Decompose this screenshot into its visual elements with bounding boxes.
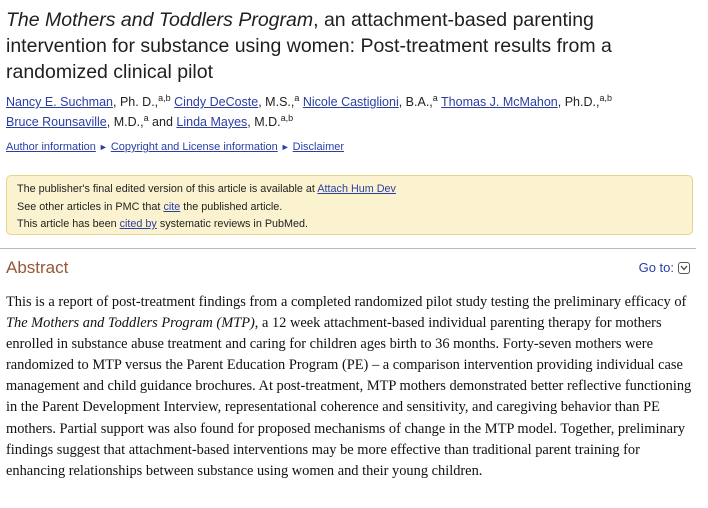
notice-line — [17, 181, 682, 199]
notice-text: systematic reviews in PubMed. — [156, 218, 309, 230]
author-suffix: , M.S., — [258, 95, 295, 109]
author-link[interactable]: Linda Mayes — [176, 115, 248, 129]
author-suffix: , Ph.D., — [557, 95, 600, 109]
author-link[interactable]: Nancy E. Suchman — [6, 95, 113, 109]
notice-line — [17, 199, 682, 217]
notice-text: The publisher's final edited version of this article is available at — [17, 183, 318, 195]
journal-link[interactable]: Attach Hum Dev — [317, 183, 396, 195]
article-title-italic: The Mothers and Toddlers Program — [6, 9, 314, 31]
author-affiliation: a — [294, 92, 300, 103]
abstract-heading: Abstract — [6, 258, 69, 277]
triangle-right-icon: ► — [280, 142, 290, 152]
goto-menu[interactable] — [639, 260, 690, 275]
author-affiliation: a — [432, 92, 438, 103]
goto-label: Go to: — [638, 260, 674, 275]
cited-by-link[interactable]: cited by — [119, 218, 157, 230]
triangle-right-icon: ► — [98, 142, 108, 152]
author-suffix: , M.D. — [247, 115, 281, 129]
author-link[interactable]: Thomas J. McMahon — [441, 95, 558, 109]
abstract-body — [6, 292, 696, 482]
disclaimer-link[interactable]: Disclaimer — [292, 141, 345, 153]
author-link[interactable]: Bruce Rounsaville — [6, 115, 107, 129]
authors-conjunction: and — [148, 115, 177, 129]
article-meta-links — [6, 141, 344, 153]
chevron-down-icon[interactable] — [678, 262, 690, 274]
article-title — [6, 7, 696, 85]
copyright-license-link[interactable]: Copyright and License information — [110, 141, 278, 153]
cite-link[interactable]: cite — [163, 200, 181, 213]
article-title-rest: , an attachment-based parenting intervention for substance using women: Post-treatment results from a randomized clinical pilot — [6, 9, 612, 83]
author-link[interactable]: Cindy DeCoste — [174, 95, 259, 109]
author-affiliation: a — [143, 112, 149, 123]
notice-line — [17, 216, 682, 234]
author-affiliation: a,b — [158, 92, 171, 103]
abstract-text: This is a report of post-treatment findings from a completed randomized pilot study testing the preliminary efficacy of — [6, 294, 687, 310]
abstract-header — [0, 248, 696, 278]
author-link[interactable]: Nicole Castiglioni — [302, 95, 399, 109]
author-suffix: , M.D., — [106, 115, 144, 129]
notice-text: See other articles in PMC that — [17, 200, 164, 213]
abstract-program-name: The Mothers and Toddlers Program (MTP) — [6, 315, 255, 332]
author-suffix: , Ph. D., — [113, 95, 159, 109]
author-information-link[interactable]: Author information — [6, 141, 96, 153]
author-suffix: , B.A., — [398, 95, 433, 109]
notice-text: the published article. — [180, 200, 283, 213]
publisher-notice-box — [6, 175, 693, 235]
abstract-text: , a 12 week attachment-based individual parenting therapy for mothers enrolled in substance abuse treatment and caring for children ages birth to 36 months. Forty-seven mothers were randomized to MTP versus the Parent Education Program (PE) – a comparison intervention providing individual case management and child guidance brochures. At post-treatment, MTP mothers demonstrated better reflective functioning in the Parent Development Interview, representational coherence and sensitivity, and caregiving behavior than PE mothers. Partial support was also found for proposed mechanisms of change in the MTP model. Together, preliminary findings suggest that attachment-based interventions may be more effective than traditional parent training for enhancing relationships between substance using women and their young children. — [6, 315, 692, 479]
author-affiliation: a,b — [599, 92, 612, 103]
author-affiliation: a,b — [280, 112, 294, 123]
notice-text: This article has been — [17, 218, 120, 230]
author-list — [6, 92, 702, 132]
